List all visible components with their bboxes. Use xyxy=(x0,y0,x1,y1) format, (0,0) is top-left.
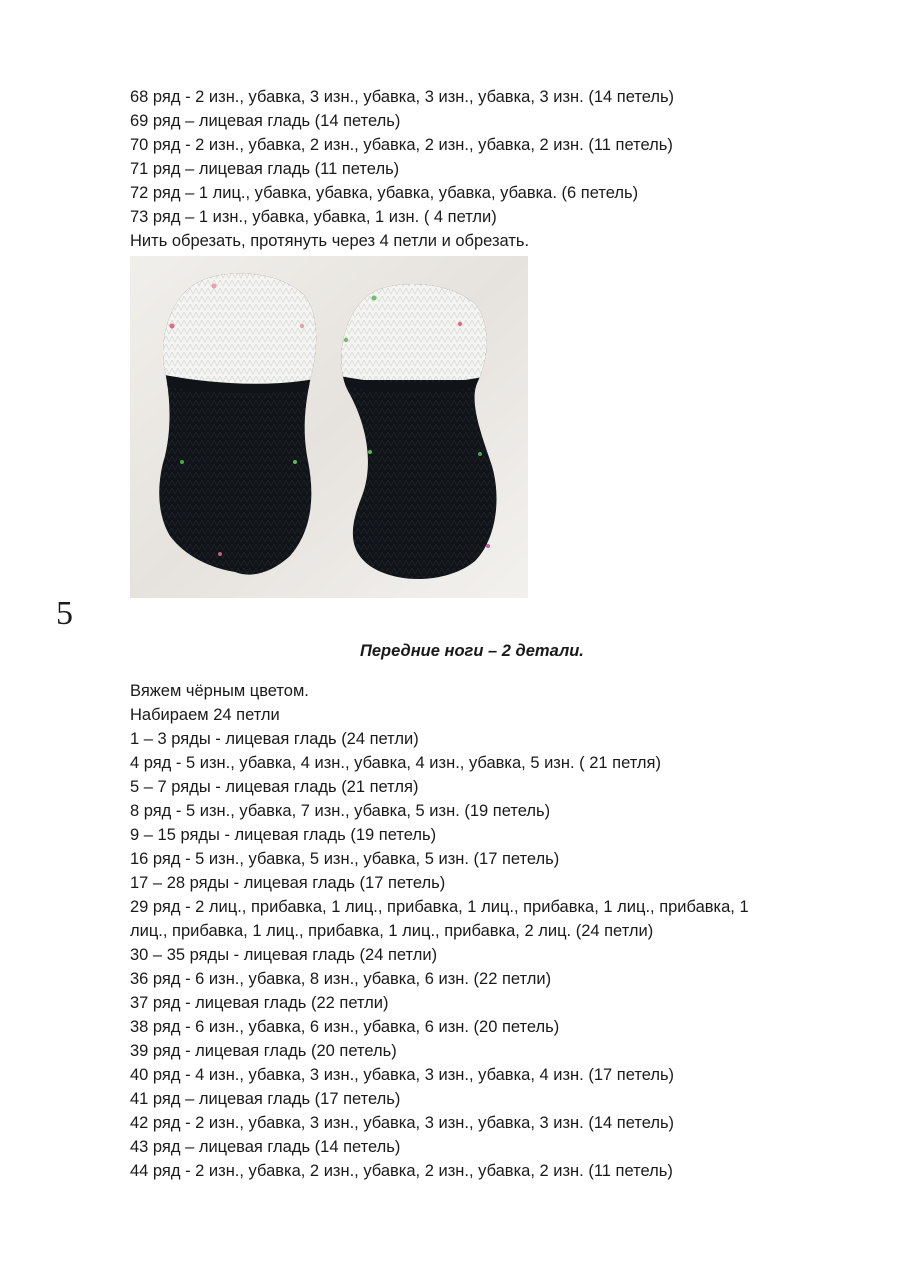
pattern-row: Нить обрезать, протянуть через 4 петли и обрезать. xyxy=(130,232,530,250)
knitted-legs-photo xyxy=(130,256,528,598)
pattern-row: 41 ряд – лицевая гладь (17 петель) xyxy=(130,1090,401,1108)
pattern-row: 30 – 35 ряды - лицевая гладь (24 петли) xyxy=(130,946,438,964)
pattern-row: 38 ряд - 6 изн., убавка, 6 изн., убавка, 6 изн. (20 петель) xyxy=(130,1018,560,1036)
pattern-row: 68 ряд - 2 изн., убавка, 3 изн., убавка, 3 изн., убавка, 3 изн. (14 петель) xyxy=(130,88,675,106)
pattern-row: 39 ряд - лицевая гладь (20 петель) xyxy=(130,1042,397,1060)
pattern-row: 5 – 7 ряды - лицевая гладь (21 петля) xyxy=(130,778,419,796)
pattern-row: 43 ряд – лицевая гладь (14 петель) xyxy=(130,1138,401,1156)
pattern-rows-top xyxy=(130,85,830,253)
pattern-rows-front-legs xyxy=(130,679,830,1183)
pattern-row: 71 ряд – лицевая гладь (11 петель) xyxy=(130,160,400,178)
section-title: Передние ноги – 2 детали. xyxy=(360,642,584,660)
pattern-row: 36 ряд - 6 изн., убавка, 8 изн., убавка, 6 изн. (22 петли) xyxy=(130,970,552,988)
pattern-row: Набираем 24 петли xyxy=(130,706,280,724)
pattern-row: 72 ряд – 1 лиц., убавка, убавка, убавка, убавка, убавка. (6 петель) xyxy=(130,184,639,202)
pattern-row: 4 ряд - 5 изн., убавка, 4 изн., убавка, 4 изн., убавка, 5 изн. ( 21 петля) xyxy=(130,754,661,772)
pattern-row: Вяжем чёрным цветом. xyxy=(130,682,309,700)
pattern-row: 9 – 15 ряды - лицевая гладь (19 петель) xyxy=(130,826,437,844)
pattern-row: 8 ряд - 5 изн., убавка, 7 изн., убавка, 5 изн. (19 петель) xyxy=(130,802,551,820)
page-number: 5 xyxy=(56,595,73,632)
pattern-row: 29 ряд - 2 лиц., прибавка, 1 лиц., прибавка, 1 лиц., прибавка, 1 лиц., прибавка, 1 xyxy=(130,898,749,916)
pattern-row: 69 ряд – лицевая гладь (14 петель) xyxy=(130,112,401,130)
pattern-row: 70 ряд - 2 изн., убавка, 2 изн., убавка, 2 изн., убавка, 2 изн. (11 петель) xyxy=(130,136,673,154)
pattern-row: 1 – 3 ряды - лицевая гладь (24 петли) xyxy=(130,730,419,748)
pattern-row: 42 ряд - 2 изн., убавка, 3 изн., убавка, 3 изн., убавка, 3 изн. (14 петель) xyxy=(130,1114,675,1132)
pattern-row: 37 ряд - лицевая гладь (22 петли) xyxy=(130,994,389,1012)
pattern-row: 44 ряд - 2 изн., убавка, 2 изн., убавка, 2 изн., убавка, 2 изн. (11 петель) xyxy=(130,1162,673,1180)
pattern-row: лиц., прибавка, 1 лиц., прибавка, 1 лиц., прибавка, 2 лиц. (24 петли) xyxy=(130,922,654,940)
pattern-row: 17 – 28 ряды - лицевая гладь (17 петель) xyxy=(130,874,446,892)
pattern-row: 73 ряд – 1 изн., убавка, убавка, 1 изн. ( 4 петли) xyxy=(130,208,497,226)
pattern-row: 40 ряд - 4 изн., убавка, 3 изн., убавка, 3 изн., убавка, 4 изн. (17 петель) xyxy=(130,1066,675,1084)
pattern-row: 16 ряд - 5 изн., убавка, 5 изн., убавка, 5 изн. (17 петель) xyxy=(130,850,560,868)
